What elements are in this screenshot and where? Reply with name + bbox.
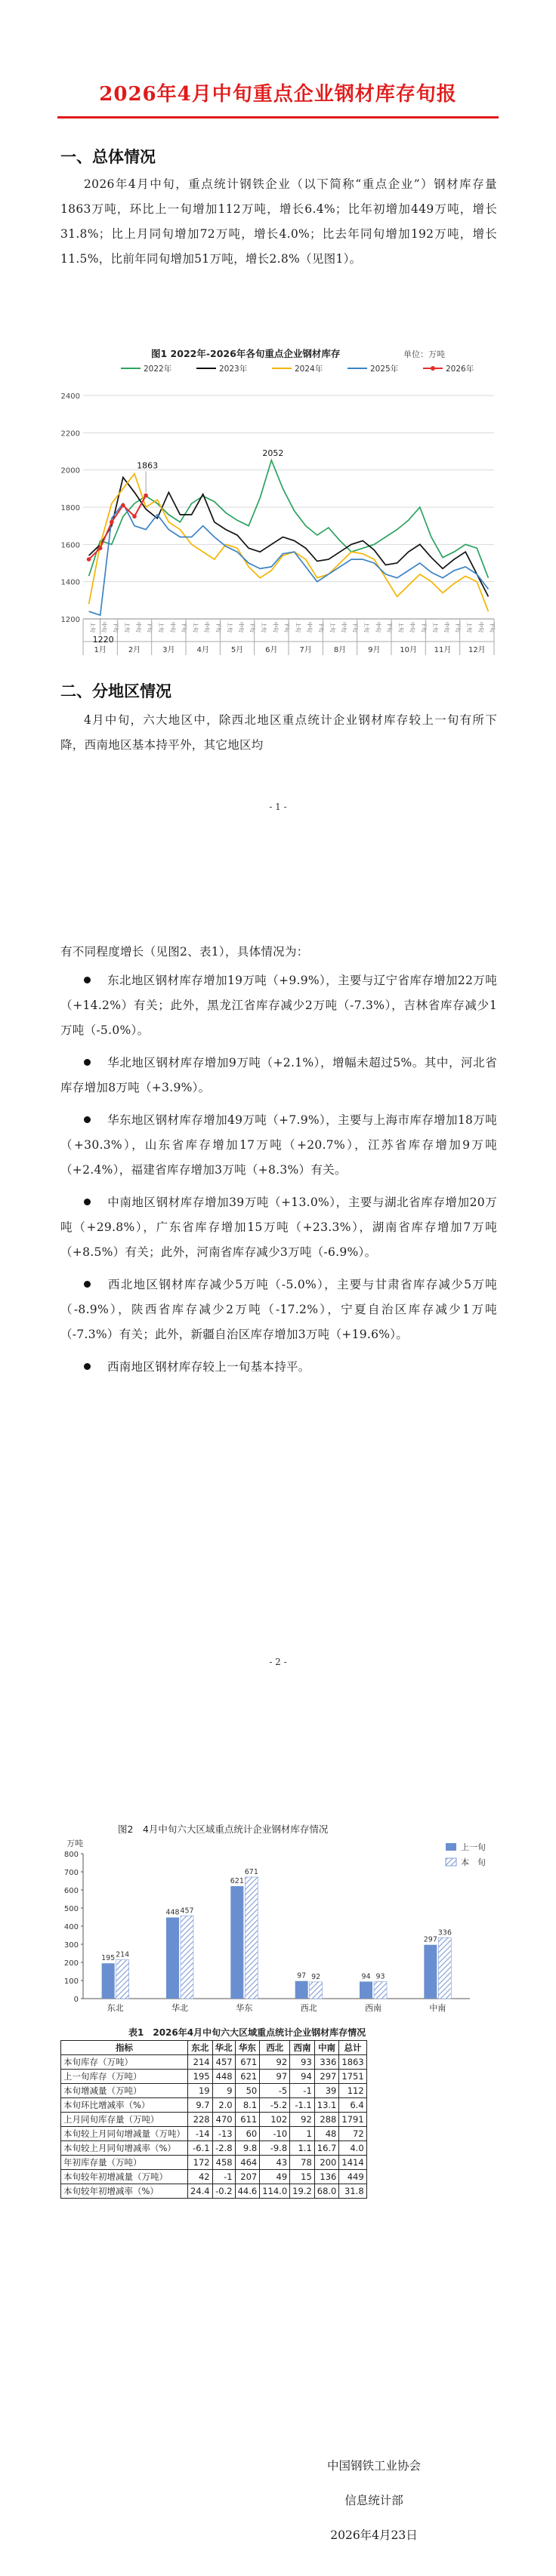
chart2-legend-label: 本 旬 [461, 1857, 486, 1867]
chart1-x-tick-label: 上旬 [431, 622, 438, 632]
section2-intro-text-a: 4月中旬，六大地区中，除西北地区重点统计企业钢材库存较上一旬有所下降，西南地区基本持平外，其它地区均 [60, 713, 497, 752]
chart2-bar-previous [295, 1981, 308, 1999]
table-cell: 1.1 [290, 2141, 315, 2156]
chart1-x-tick-label: 上旬 [261, 622, 267, 632]
chart2-category-label: 华北 [171, 2003, 188, 2013]
table-cell: -1 [212, 2170, 235, 2184]
chart2-category-label: 华东 [236, 2003, 253, 2013]
chart1-month-label: 6月 [265, 646, 278, 654]
table-row [61, 2084, 367, 2098]
table-cell: 华北 [212, 2041, 235, 2055]
chart1-legend-marker [431, 366, 435, 371]
table-cell: 112 [339, 2084, 366, 2098]
chart1-x-tick-label: 上旬 [89, 622, 96, 632]
chart1-x-tick-label: 上旬 [397, 622, 404, 632]
chart1-x-tick-label: 下旬 [112, 622, 119, 632]
table-cell: 50 [235, 2084, 260, 2098]
chart2-bar-previous [102, 1963, 115, 1999]
table-cell: -6.1 [188, 2141, 213, 2156]
chart1-series-point [121, 503, 125, 508]
bullet-dot [84, 1199, 91, 1205]
table-cell: 448 [212, 2070, 235, 2084]
chart1-month-label: 3月 [162, 646, 175, 654]
table-cell: 464 [235, 2156, 260, 2170]
region-bullet-northwest: 西北地区钢材库存减少5万吨（-5.0%），主要与甘肃省库存减少5万吨（-8.9%），陕西省库存减少2万吨（-17.2%），宁夏自治区库存减少1万吨（-7.3%）有关；此外，新疆自治区库存增加3万吨（+19.6%）。 [60, 1278, 497, 1341]
section1-text: 2026年4月中旬，重点统计钢铁企业（以下简称“重点企业”）钢材库存量1863万吨，环比上一旬增加112万吨，增长6.4%；比年初增加449万吨，增长31.8%；比上月同旬增加72万吨，增长4.0%；比去年同旬增加192万吨，增长11.5%，比前年同旬增加51万吨，增长2.8%（见图1）。 [60, 177, 497, 266]
page-number-1: - 1 - [269, 802, 287, 812]
chart1-series-line-2 [89, 474, 489, 612]
chart1-month-label: 11月 [434, 646, 452, 654]
chart2-legend-swatch [446, 1858, 456, 1866]
chart2-y-tick-label: 100 [63, 1977, 79, 1986]
table-cell: 16.7 [314, 2141, 339, 2156]
table-cell: 9 [212, 2084, 235, 2098]
table-cell: 1751 [339, 2070, 366, 2084]
table-cell: 48 [314, 2127, 339, 2141]
chart1-month-label: 8月 [333, 646, 347, 654]
chart1-x-tick-label: 上旬 [295, 622, 301, 632]
table1-wrapper [60, 2040, 367, 2199]
chart1-x-tick-label: 下旬 [317, 622, 324, 632]
chart1-month-label: 9月 [368, 646, 381, 654]
table-cell: 60 [235, 2127, 260, 2141]
chart1-month-label: 2月 [128, 646, 141, 654]
chart2-bar-previous [166, 1917, 179, 1999]
table-row [61, 2156, 367, 2170]
region-inventory-table [60, 2040, 367, 2199]
table-cell: 288 [314, 2113, 339, 2127]
section2-intro-text-b: 有不同程度增长（见图2、表1），具体情况为： [60, 945, 309, 959]
table-cell: 457 [212, 2055, 235, 2070]
table-cell: 97 [260, 2070, 290, 2084]
chart2-bar-current [245, 1877, 258, 1999]
chart1-unit: 单位：万吨 [403, 349, 445, 359]
chart2-category-label: 东北 [107, 2003, 124, 2013]
table-cell: 136 [314, 2170, 339, 2184]
chart1-lines [87, 460, 489, 635]
chart1-legend [121, 364, 474, 374]
table-row-label: 本旬较上月同旬增减量（万吨） [61, 2127, 188, 2141]
chart1-x-tick-label: 下旬 [352, 622, 359, 632]
chart2-caption: 图2 4月中旬六大区域重点统计企业钢材库存情况 [118, 1824, 329, 1835]
table-row-label: 本旬较上月同旬增减率（%） [61, 2141, 188, 2156]
chart1-x-tick-label: 上旬 [329, 622, 335, 632]
chart2-y-tick-label: 500 [63, 1905, 79, 1913]
region-bullet-central-south: 中南地区钢材库存增加39万吨（+13.0%），主要与湖北省库存增加20万吨（+29.8%），广东省库存增加15万吨（+23.3%），湖南省库存增加7万吨（+8.5%）有关；此外，河南省库存减少3万吨（-6.9%）。 [60, 1196, 497, 1259]
table-cell: 4.0 [339, 2141, 366, 2156]
chart1-series-line-1 [89, 478, 489, 597]
table-row-label: 指标 [61, 2041, 188, 2055]
chart2-category-label: 西北 [300, 2003, 317, 2013]
table-cell: 1863 [339, 2055, 366, 2070]
table-cell: 49 [260, 2170, 290, 2184]
chart2-bar-current [181, 1916, 193, 1999]
table-row-label: 年初库存量（万吨） [61, 2156, 188, 2170]
chart1-y-tick-label: 1600 [60, 541, 80, 550]
chart1-series-point [144, 494, 148, 498]
chart1-y-tick-label: 1400 [60, 578, 80, 587]
chart2-data-label: 214 [116, 1950, 130, 1959]
chart2-data-label: 336 [437, 1928, 452, 1937]
table-cell: 72 [339, 2127, 366, 2141]
table-cell: 92 [290, 2113, 315, 2127]
region-bullet-list [60, 968, 497, 1387]
section2-intro-a [60, 708, 497, 758]
chart1-svg [53, 359, 506, 666]
table-row [61, 2113, 367, 2127]
bullet-dot [84, 977, 91, 983]
table-cell: 470 [212, 2113, 235, 2127]
chart1-x-tick-label: 中旬 [306, 622, 313, 632]
chart2-y-tick-label: 700 [63, 1869, 79, 1877]
table-row [61, 2170, 367, 2184]
table-cell: 中南 [314, 2041, 339, 2055]
chart2-bar-previous [360, 1981, 372, 1999]
chart1-x-tick-label: 中旬 [135, 622, 141, 632]
bullet-dot [84, 1281, 91, 1288]
table-cell: 6.4 [339, 2098, 366, 2113]
table-cell: 31.8 [339, 2184, 366, 2199]
table-cell: 297 [314, 2070, 339, 2084]
chart2-bars [101, 1868, 452, 1999]
document-title: 2026年4月中旬重点企业钢材库存旬报 [99, 83, 457, 106]
table-header-row [61, 2041, 367, 2055]
section2-heading: 二、分地区情况 [60, 682, 171, 700]
table-row [61, 2127, 367, 2141]
table-row-label: 本旬库存（万吨） [61, 2055, 188, 2070]
chart1-month-label: 4月 [196, 646, 209, 654]
chart2-y-tick-label: 300 [63, 1941, 79, 1950]
chart2-unit: 万吨 [66, 1839, 83, 1848]
chart1-x-tick-label: 上旬 [158, 622, 165, 632]
table-cell: -14 [188, 2127, 213, 2141]
chart1-series-point [87, 557, 91, 562]
chart1-x-tick-label: 中旬 [203, 622, 210, 632]
table-cell: 68.0 [314, 2184, 339, 2199]
chart2-data-label: 97 [297, 1971, 307, 1980]
chart1-x-tick-label: 下旬 [249, 622, 256, 632]
table-cell: -5.2 [260, 2098, 290, 2113]
table-cell: -10 [260, 2127, 290, 2141]
chart2-data-label: 448 [165, 1908, 180, 1917]
bullet-dot [84, 1363, 91, 1370]
chart2-legend-label: 上一旬 [461, 1842, 486, 1852]
table-cell: 华东 [235, 2041, 260, 2055]
chart2-category-label: 中南 [429, 2003, 446, 2013]
chart1-y-tick-label: 1200 [60, 616, 80, 624]
chart2-data-label: 93 [375, 1972, 385, 1981]
chart2-data-label: 195 [101, 1954, 116, 1963]
table-row-label: 本旬增减量（万吨） [61, 2084, 188, 2098]
table-cell: 2.0 [212, 2098, 235, 2113]
table-cell: 449 [339, 2170, 366, 2184]
chart1-x-tick-label: 下旬 [420, 622, 427, 632]
table-cell: 42 [188, 2170, 213, 2184]
chart1-month-label: 12月 [468, 646, 486, 654]
table-cell: 1791 [339, 2113, 366, 2127]
table-cell: 458 [212, 2156, 235, 2170]
section1-paragraph [60, 172, 497, 272]
chart1-y-tick-label: 1800 [60, 504, 80, 512]
table-cell: 9.8 [235, 2141, 260, 2156]
chart2-data-label: 92 [311, 1972, 321, 1981]
chart2-bar-previous [230, 1886, 243, 1999]
signature-org: 中国钢铁工业协会 [326, 2459, 421, 2473]
chart1-series-point [98, 546, 103, 550]
chart1-x-tick-label: 下旬 [455, 622, 462, 632]
section2-intro-b [60, 940, 497, 965]
table-cell: 336 [314, 2055, 339, 2070]
chart1-x-tick-label: 中旬 [169, 622, 176, 632]
table-cell: 1414 [339, 2156, 366, 2170]
table-row [61, 2070, 367, 2084]
chart2-data-label: 457 [180, 1907, 194, 1916]
table-cell: 214 [188, 2055, 213, 2070]
chart1-x-tick-label: 上旬 [226, 622, 233, 632]
table-row [61, 2098, 367, 2113]
chart2-data-label: 621 [230, 1876, 244, 1885]
chart2-y-tick-label: 200 [63, 1959, 79, 1968]
table-cell: -1.1 [290, 2098, 315, 2113]
table-cell: -2.8 [212, 2141, 235, 2156]
chart1-legend-label: 2022年 [144, 365, 172, 374]
table-row [61, 2055, 367, 2070]
chart2-data-label: 297 [423, 1935, 437, 1944]
chart1-legend-label: 2023年 [219, 365, 248, 374]
signature-date: 2026年4月23日 [330, 2528, 418, 2542]
bullet-dot [84, 1116, 91, 1123]
chart1-caption: 图1 2022年-2026年各旬重点企业钢材库存 [151, 348, 341, 359]
chart1-legend-label: 2024年 [295, 365, 323, 374]
table-cell: 93 [290, 2055, 315, 2070]
table-row-label: 本旬较年初增减量（万吨） [61, 2170, 188, 2184]
chart2-bar-current [310, 1982, 323, 1999]
chart1-x-tick-label: 中旬 [409, 622, 415, 632]
chart1-series-line-0 [89, 460, 489, 578]
chart1-month-label: 5月 [230, 646, 244, 654]
table-cell: 43 [260, 2156, 290, 2170]
chart1-y-tick-label: 2000 [60, 466, 80, 475]
chart2-bar-current [116, 1960, 129, 1999]
chart1-series-point [132, 514, 137, 519]
chart1-x-tick-label: 中旬 [477, 622, 484, 632]
table-row [61, 2184, 367, 2199]
table-cell: -0.2 [212, 2184, 235, 2199]
chart1-x-tick-label: 中旬 [272, 622, 279, 632]
chart1-x-tick-label: 下旬 [489, 622, 496, 632]
table-cell: 102 [260, 2113, 290, 2127]
table-cell: 611 [235, 2113, 260, 2127]
table-cell: -13 [212, 2127, 235, 2141]
page-number-2: - 2 - [269, 1657, 287, 1667]
chart1-x-tick-label: 下旬 [215, 622, 221, 632]
chart1-annotation-current: 1863 [137, 460, 159, 471]
chart2-y-tick-label: 600 [63, 1887, 79, 1895]
table-cell: 13.1 [314, 2098, 339, 2113]
chart1-x-axis [83, 619, 496, 655]
table-cell: 19.2 [290, 2184, 315, 2199]
chart1-x-tick-label: 上旬 [466, 622, 473, 632]
table-cell: 207 [235, 2170, 260, 2184]
section1-heading: 一、总体情况 [60, 147, 156, 166]
table-cell: 621 [235, 2070, 260, 2084]
table-cell: 92 [260, 2055, 290, 2070]
table-cell: 西南 [290, 2041, 315, 2055]
chart1-legend-label: 2025年 [370, 365, 399, 374]
region-bullet-north: 华北地区钢材库存增加9万吨（+2.1%），增幅未超过5%。其中，河北省库存增加8万吨（+3.9%）。 [60, 1056, 497, 1094]
table-cell: 94 [290, 2070, 315, 2084]
chart1-month-label: 7月 [299, 646, 312, 654]
table-cell: 228 [188, 2113, 213, 2127]
chart2-data-label: 671 [244, 1867, 258, 1876]
table-cell: 19 [188, 2084, 213, 2098]
chart1-x-tick-label: 上旬 [192, 622, 199, 632]
table-cell: 195 [188, 2070, 213, 2084]
table-cell: 39 [314, 2084, 339, 2098]
table-cell: 8.1 [235, 2098, 260, 2113]
chart2-bar-current [374, 1982, 387, 1999]
table-row-label: 本旬较年初增减率（%） [61, 2184, 188, 2199]
chart1-y-tick-label: 2200 [60, 429, 80, 439]
title-rule [57, 116, 499, 118]
chart1-series-line-3 [89, 503, 489, 615]
table-cell: -5 [260, 2084, 290, 2098]
table-cell: 200 [314, 2156, 339, 2170]
chart1-annotation-peak-2022: 2052 [262, 448, 284, 458]
chart2-y-tick-label: 400 [63, 1923, 79, 1931]
table-cell: 西北 [260, 2041, 290, 2055]
chart2-bar-previous [424, 1945, 437, 1999]
chart1-annotation-low-2025: 1220 [92, 635, 114, 645]
chart1-x-tick-label: 中旬 [375, 622, 381, 632]
table-cell: -1 [290, 2084, 315, 2098]
chart1-month-label: 10月 [400, 646, 418, 654]
chart1-x-tick-label: 下旬 [386, 622, 393, 632]
chart1-x-tick-label: 中旬 [341, 622, 347, 632]
chart1-x-tick-label: 中旬 [100, 622, 107, 632]
table-cell: 总计 [339, 2041, 366, 2055]
table1-caption: 表1 2026年4月中旬六大区域重点统计企业钢材库存情况 [128, 2027, 366, 2038]
region-bullet-southwest: 西南地区钢材库存较上一旬基本持平。 [60, 1355, 497, 1380]
chart2-y-tick-label: 800 [63, 1851, 79, 1859]
chart1-x-tick-label: 下旬 [147, 622, 153, 632]
bullet-dot [84, 1059, 91, 1066]
chart2-bar-current [438, 1937, 451, 1999]
chart1-x-tick-label: 上旬 [123, 622, 130, 632]
table-row-label: 上月同旬库存量（万吨） [61, 2113, 188, 2127]
chart1-legend-label: 2026年 [446, 365, 474, 374]
region-bullet-northeast: 东北地区钢材库存增加19万吨（+9.9%），主要与辽宁省库存增加22万吨（+14.2%）有关；此外，黑龙江省库存减少2万吨（-7.3%），吉林省库存减少1万吨（-5.0%）。 [60, 974, 497, 1037]
table-cell: 15 [290, 2170, 315, 2184]
table-cell: 671 [235, 2055, 260, 2070]
chart2-y-tick-label: 0 [73, 1996, 79, 2004]
chart1-x-tick-label: 上旬 [363, 622, 370, 632]
table-cell: 172 [188, 2156, 213, 2170]
signature-dept: 信息统计部 [344, 2494, 403, 2507]
table-cell: 114.0 [260, 2184, 290, 2199]
chart2-data-label: 94 [361, 1972, 371, 1981]
chart2-legend [446, 1842, 486, 1867]
table-row [61, 2141, 367, 2156]
table-cell: -9.8 [260, 2141, 290, 2156]
chart1-x-tick-label: 下旬 [181, 622, 187, 632]
region-bullet-east: 华东地区钢材库存增加49万吨（+7.9%），主要与上海市库存增加18万吨（+30.3%），山东省库存增加17万吨（+20.7%），江苏省库存增加9万吨（+2.4%），福建省库存增加3万吨（+8.3%）有关。 [60, 1113, 497, 1177]
table-cell: 东北 [188, 2041, 213, 2055]
table-cell: 44.6 [235, 2184, 260, 2199]
chart1-y-tick-label: 2400 [60, 392, 80, 401]
table-cell: 78 [290, 2156, 315, 2170]
chart1-month-label: 1月 [94, 646, 107, 654]
table-row-label: 上一旬库存（万吨） [61, 2070, 188, 2084]
table-cell: 24.4 [188, 2184, 213, 2199]
chart1-x-tick-label: 中旬 [443, 622, 449, 632]
chart2-category-label: 西南 [365, 2003, 381, 2013]
chart1-x-tick-label: 下旬 [283, 622, 290, 632]
chart2-legend-swatch [446, 1843, 456, 1851]
table-cell: 9.7 [188, 2098, 213, 2113]
table-cell: 1 [290, 2127, 315, 2141]
chart1-series-point [110, 520, 114, 525]
chart2-svg [53, 1836, 503, 2024]
chart1-x-tick-label: 中旬 [238, 622, 244, 632]
table-row-label: 本旬环比增减率（%） [61, 2098, 188, 2113]
